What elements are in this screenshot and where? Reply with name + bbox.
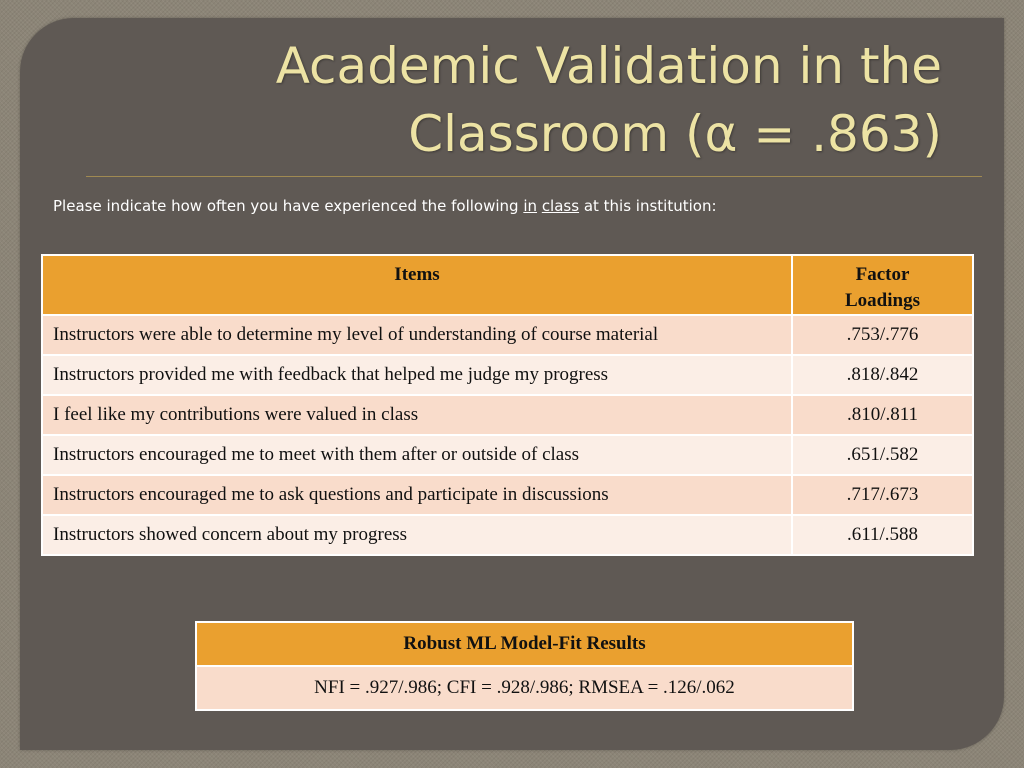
table-row: [42, 395, 973, 435]
survey-prompt-after: at this institution:: [579, 197, 717, 215]
factor-loading: .753/.776: [792, 315, 973, 355]
model-fit-row: [196, 666, 853, 710]
factor-loadings-header-line-1: Factor: [855, 264, 910, 285]
model-fit-header-row: [196, 622, 853, 666]
survey-prompt: [53, 197, 717, 215]
model-fit-header: Robust ML Model-Fit Results: [196, 622, 853, 666]
model-fit-table: [195, 621, 854, 711]
title-divider: [86, 176, 982, 177]
item-text: Instructors encouraged me to meet with them after or outside of class: [42, 435, 792, 475]
slide-title-line-1: Academic Validation in the: [275, 37, 942, 95]
factor-loadings-header: [792, 255, 973, 315]
items-table-header-row: [42, 255, 973, 315]
table-row: [42, 435, 973, 475]
table-row: [42, 475, 973, 515]
item-text: Instructors showed concern about my progress: [42, 515, 792, 555]
survey-prompt-in: in: [523, 197, 538, 215]
item-text: Instructors encouraged me to ask questions and participate in discussions: [42, 475, 792, 515]
survey-prompt-before: Please indicate how often you have experienced the following: [53, 197, 524, 215]
item-text: Instructors were able to determine my level of understanding of course material: [42, 315, 792, 355]
slide-title: [142, 32, 942, 168]
table-row: [42, 315, 973, 355]
item-text: I feel like my contributions were valued in class: [42, 395, 792, 435]
model-fit-values: NFI = .927/.986; CFI = .928/.986; RMSEA = .126/.062: [196, 666, 853, 710]
table-row: [42, 515, 973, 555]
factor-loading: .810/.811: [792, 395, 973, 435]
item-text: Instructors provided me with feedback that helped me judge my progress: [42, 355, 792, 395]
table-row: [42, 355, 973, 395]
items-header: Items: [42, 255, 792, 315]
factor-loading: .818/.842: [792, 355, 973, 395]
factor-loading: .717/.673: [792, 475, 973, 515]
items-table: [41, 254, 974, 556]
slide-title-line-2: Classroom (α = .863): [408, 105, 942, 163]
factor-loading: .651/.582: [792, 435, 973, 475]
factor-loadings-header-line-2: Loadings: [845, 290, 920, 311]
survey-prompt-class: class: [541, 197, 580, 215]
factor-loading: .611/.588: [792, 515, 973, 555]
